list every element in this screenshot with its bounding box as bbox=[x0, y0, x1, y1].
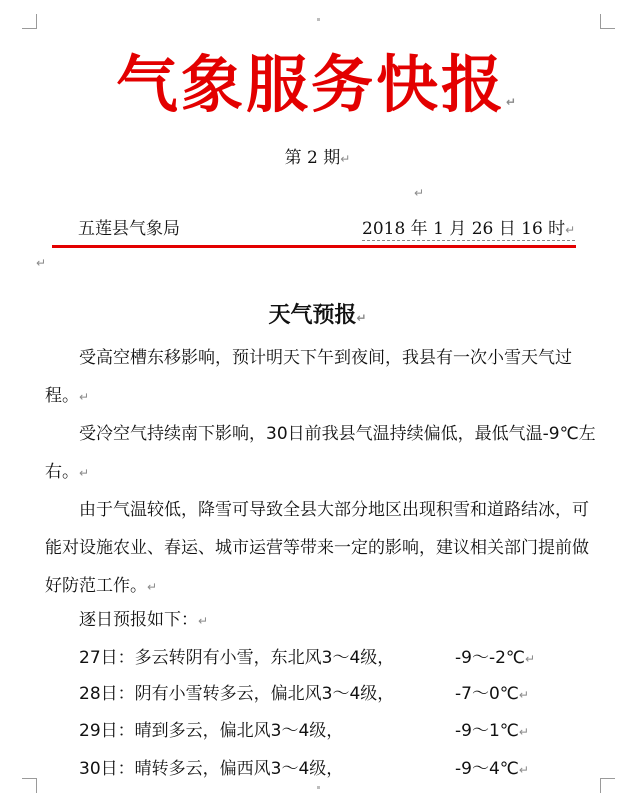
ruler-dot bbox=[317, 18, 320, 21]
daily-forecast-row bbox=[79, 754, 549, 784]
daily-forecast-row bbox=[79, 679, 549, 709]
forecast-description: 27日：多云转阴有小雪，东北风3～4级， bbox=[79, 648, 395, 668]
ruler-dot bbox=[317, 786, 320, 789]
forecast-description: 28日：阴有小雪转多云，偏北风3～4级， bbox=[79, 684, 395, 704]
paragraph-mark-icon: ↵ bbox=[414, 186, 425, 200]
forecast-temperature: -9～4℃↵ bbox=[455, 759, 529, 779]
paragraph: 由于气温较低，降雪可导致全县大部分地区出现积雪和道路结冰，可能对设施农业、春运、城市运营等带来一定的影响，建议相关部门提前做好防范工作。↵ bbox=[45, 500, 589, 596]
paragraph-mark-icon: ↵ bbox=[525, 652, 536, 666]
paragraph-mark-icon: ↵ bbox=[147, 580, 158, 594]
daily-forecast-intro: 逐日预报如下：↵ bbox=[79, 610, 209, 630]
report-title: 气象服务快报↵ bbox=[115, 48, 520, 121]
crop-mark-bottom-right bbox=[600, 778, 615, 793]
paragraph-mark-icon: ↵ bbox=[518, 763, 529, 777]
forecast-temperature: -9～1℃↵ bbox=[455, 721, 529, 741]
paragraph-mark-icon: ↵ bbox=[340, 152, 351, 166]
paragraph-mark-icon: ↵ bbox=[198, 614, 209, 628]
paragraph-mark-icon: ↵ bbox=[356, 311, 367, 325]
paragraph: 受冷空气持续南下影响，30日前我县气温持续偏低，最低气温-9℃左右。↵ bbox=[45, 424, 596, 482]
forecast-temperature: -7～0℃↵ bbox=[455, 684, 529, 704]
daily-forecast-row bbox=[79, 643, 549, 673]
paragraph-mark-icon: ↵ bbox=[36, 256, 47, 270]
paragraph: 受高空槽东移影响，预计明天下午到夜间，我县有一次小雪天气过程。↵ bbox=[45, 348, 572, 406]
issue-number: 第 2 期↵ bbox=[284, 148, 351, 168]
crop-mark-top-right bbox=[600, 14, 615, 29]
organization-name: 五莲县气象局 bbox=[78, 219, 180, 239]
paragraph-mark-icon: ↵ bbox=[79, 466, 90, 480]
paragraph-mark-icon: ↵ bbox=[518, 688, 529, 702]
forecast-temperature: -9～-2℃↵ bbox=[455, 648, 536, 668]
forecast-description: 29日：晴到多云，偏北风3～4级， bbox=[79, 721, 344, 741]
crop-mark-bottom-left bbox=[22, 778, 37, 793]
crop-mark-top-left bbox=[22, 14, 37, 29]
paragraph-mark-icon: ↵ bbox=[518, 725, 529, 739]
paragraph-mark-icon: ↵ bbox=[505, 95, 520, 109]
paragraph-mark-icon: ↵ bbox=[79, 390, 90, 404]
daily-forecast-row bbox=[79, 716, 549, 746]
header-divider bbox=[52, 245, 576, 248]
issue-datetime: 2018 年 1 月 26 日 16 时↵ bbox=[362, 214, 575, 241]
section-heading: 天气预报↵ bbox=[268, 303, 367, 328]
forecast-description: 30日：晴转多云，偏西风3～4级， bbox=[79, 759, 344, 779]
paragraph-mark-icon: ↵ bbox=[565, 223, 576, 237]
